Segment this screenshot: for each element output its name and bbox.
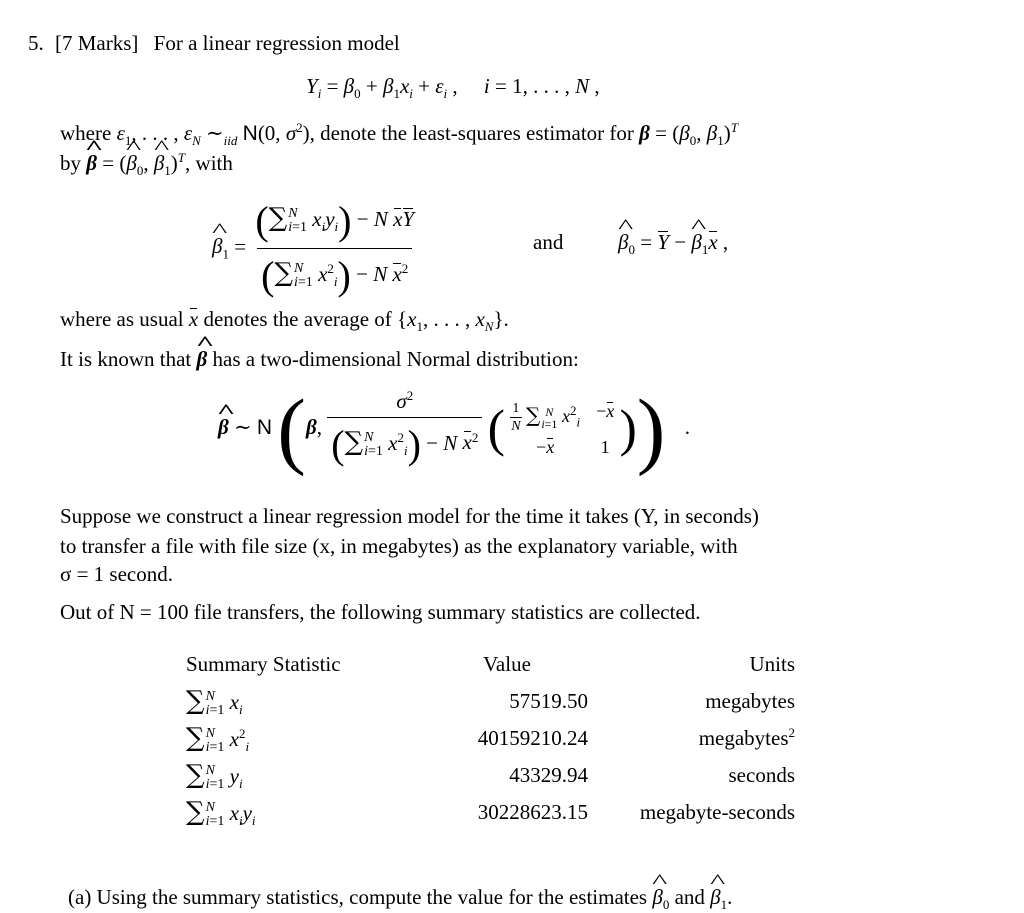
known-line: It is known that ^ β has a two-dimensional Normal distribution: xyxy=(60,346,579,372)
known-label: It is known that xyxy=(60,347,192,371)
where-tail: , denote the least-squares estimator for xyxy=(309,121,634,145)
unit-sum-xy: megabyte-seconds xyxy=(639,800,795,825)
suppose-line-3: σ = 1 second. xyxy=(60,562,173,586)
usual-label: where as usual xyxy=(60,307,184,331)
usual-tail: denotes the average of xyxy=(203,307,392,331)
stat-sum-x2: ∑ N i=1 $x^2_i$ xyxy=(186,722,250,755)
table-row xyxy=(186,720,795,757)
stat-sum-x: ∑ N i=1 $x_i$ xyxy=(186,685,243,718)
header-units: Units xyxy=(749,652,795,677)
header-value: Value xyxy=(483,652,531,677)
table-row xyxy=(186,794,795,831)
beta1-formula: ^ $\beta_1$ = (∑ N i=1 $x_iy_i) - N$ xY (∑ N i=1 $x^2_i) - N$ $x^2$ xyxy=(212,196,418,301)
outof-line: Out of N = 100 file transfers, the following summary statistics are collected. xyxy=(60,600,701,624)
distribution-formula: ^ β ∼ N (β, $\sigma^2$ (∑ N i=1 $x^2_i) - N$ $x^2$ ( $\frac{1}{N}$ ∑ N i=1 $x^2_i$ −x −x 1 )) . xyxy=(218,386,690,472)
stat-sum-xy: ∑ N i=1 $x_iy_i$ xyxy=(186,796,256,829)
question-intro: For a linear regression model xyxy=(153,31,400,55)
value-sum-x: 57519.50 xyxy=(509,689,588,714)
unit-sum-x2-cell: megabytes$^2$ xyxy=(698,725,795,751)
suppose-line-2: to transfer a file with file size (x, in megabytes) as the explanatory variable, with xyxy=(60,534,738,558)
question-heading xyxy=(28,30,400,56)
model-equation: $Y_i = \beta_0 + \beta_1x_i + \varepsilon_i$ , i = 1, . . . , N , xyxy=(306,74,600,102)
table-row xyxy=(186,757,795,794)
value-sum-y: 43329.94 xyxy=(509,763,588,788)
unit-sum-y: seconds xyxy=(728,763,795,788)
question-number: 5. xyxy=(28,31,44,55)
part-a-text: (a) Using the summary statistics, compute the value for the estimates xyxy=(68,885,648,909)
with-label: , with xyxy=(185,151,233,175)
unit-sum-x: megabytes xyxy=(705,689,795,714)
and-label: and xyxy=(533,230,564,254)
suppose-line-1: Suppose we construct a linear regression model for the time it takes (Y, in seconds) xyxy=(60,504,759,528)
value-sum-xy: 30228623.15 xyxy=(477,800,588,825)
question-marks: [7 Marks] xyxy=(55,31,139,55)
beta0-formula: ^ $\beta_0 = Y$ − ^ $\beta_1x$ , xyxy=(618,229,728,258)
table-header-row xyxy=(186,646,795,683)
unit-sum-x2: megabytes xyxy=(698,726,789,751)
summary-table xyxy=(186,646,795,831)
by-label: by xyxy=(60,151,81,175)
known-tail: has a two-dimensional Normal distribution: xyxy=(212,347,579,371)
header-statistic: Summary Statistic xyxy=(186,652,341,677)
stat-sum-y: ∑ N i=1 $y_i$ xyxy=(186,759,243,792)
where-label: where xyxy=(60,121,112,145)
value-sum-x2: 40159210.24 xyxy=(477,726,588,751)
usual-line: where as usual x denotes the average of {$x_1$, . . . , $x_N$}. xyxy=(60,307,509,335)
table-row xyxy=(186,683,795,720)
by-line: by ^ β = (^ $\beta_0$, ^ $\beta_1)^T$, with xyxy=(60,150,233,179)
part-a: (a) Using the summary statistics, compute the value for the estimates ^ $\beta_0$ and ^ $\beta_1$. xyxy=(68,884,732,913)
where-line: where $\varepsilon_1$, . . . , $\varepsilon_N$ $\sim_{iid}$ N(0, $\sigma^2$), denote the least-squares estimator for $\beta = (\beta_0$, $\beta_1)^T$ xyxy=(60,120,738,149)
